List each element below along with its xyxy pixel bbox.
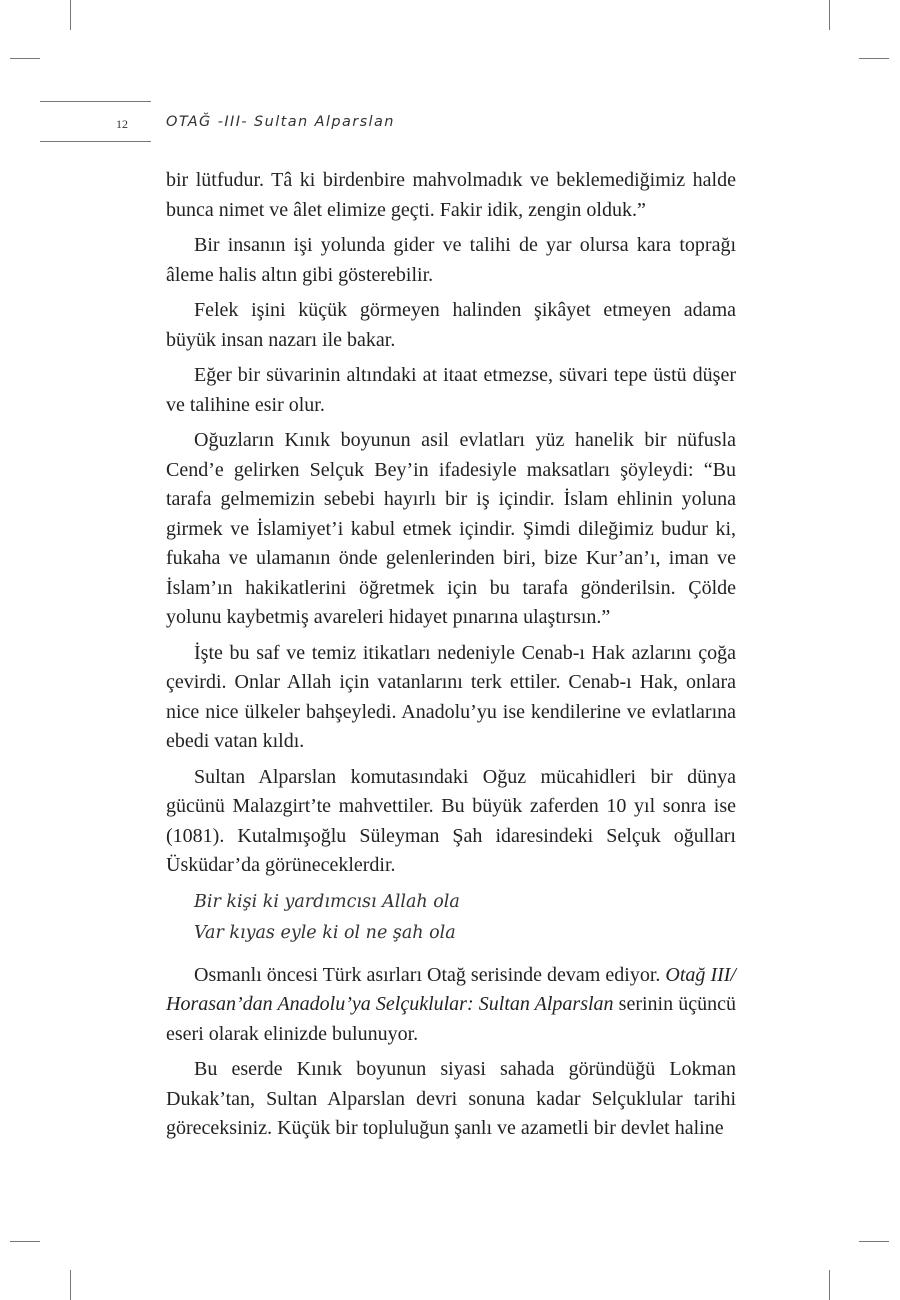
crop-mark-top-left-vertical <box>70 0 71 30</box>
paragraph-text: Osmanlı öncesi Türk asırları Otağ serisinde devam ediyor. <box>194 963 666 986</box>
crop-mark-top-left-horizontal <box>10 58 40 59</box>
poem-line: Var kıyas eyle ki ol ne şah ola <box>194 922 456 943</box>
poem-line: Bir kişi ki yardımcısı Allah ola <box>194 891 460 912</box>
header-rule-top <box>40 101 151 102</box>
paragraph: Bu eserde Kınık boyunun siyasi sahada göründüğü Lokman Dukak’tan, Sultan Alparslan devri sonuna kadar Selçuklular tarihi göreceksiniz. Küçük bir topluluğun şanlı ve azametli bir devlet haline <box>166 1058 736 1139</box>
book-title: Otağ III/ Horasan’dan Anadolu’ya Selçuklular: Sultan Alparslan <box>166 963 736 1015</box>
paragraph: Bir insanın işi yolunda gider ve talihi de yar olursa kara toprağı âleme halis altın gibi gösterebilir. <box>166 234 736 286</box>
crop-mark-bottom-left-vertical <box>70 1270 71 1300</box>
paragraph <box>166 961 736 1050</box>
crop-mark-bottom-right-vertical <box>829 1270 830 1300</box>
paragraph: Sultan Alparslan komutasındaki Oğuz mücahidleri bir dünya gücünü Malazgirt’te mahvettiler. Bu büyük zaferden 10 yıl sonra ise (1081). Kutalmışoğlu Süleyman Şah idaresindeki Selçuk oğulları Üsküdar’da görüneceklerdir. <box>166 765 736 876</box>
paragraph: bir lütfudur. Tâ ki birdenbire mahvolmadık ve beklemediğimiz halde bunca nimet ve âlet elimize geçti. Fakir idik, zengin olduk.” <box>166 169 736 221</box>
paragraph: Eğer bir süvarinin altındaki at itaat etmezse, süvari tepe üstü düşer ve talihine esir olur. <box>166 364 736 416</box>
paragraph: Felek işini küçük görmeyen halinden şikâyet etmeyen adama büyük insan nazarı ile bakar. <box>166 299 736 351</box>
paragraph-text: serinin üçüncü eseri olarak elinizde bulunuyor. <box>166 993 736 1045</box>
paragraph: İşte bu saf ve temiz itikatları nedeniyle Cenab-ı Hak azlarını çoğa çevirdi. Onlar Allah için vatanlarını terk ettiler. Cenab-ı Hak, onlara nice nice ülkeler bahşeyledi. Anadolu’yu ise kendilerine ve evlatlarına ebedi vatan kıldı. <box>166 641 736 752</box>
body-text <box>166 166 736 1150</box>
running-title: OTAĞ -III- Sultan Alparslan <box>166 114 395 130</box>
page-number: 12 <box>116 117 128 131</box>
paragraph: Oğuzların Kınık boyunun asil evlatları yüz hanelik bir nüfusla Cend’e gelirken Selçuk Bey’in ifadesiyle maksatları şöyleydi: “Bu tarafa gelmemizin sebebi hayırlı bir iş içindir. İslam ehlinin yoluna girmek ve İslamiyet’i kabul etmek içindir. Şimdi dileğimiz budur ki, fukaha ve ulamanın önde gelenlerinden biri, bize Kur’an’ı, iman ve İslam’ın hakikatlerini öğretmek için bu tarafa gönderilsin. Çölde yolunu kaybetmiş avareleri hidayet pınarına ulaştırsın.” <box>166 429 736 628</box>
crop-mark-bottom-left-horizontal <box>10 1241 40 1242</box>
poem-couplet <box>194 887 736 949</box>
header-rule-bottom <box>40 141 151 142</box>
crop-mark-top-right-horizontal <box>859 58 889 59</box>
crop-mark-top-right-vertical <box>829 0 830 30</box>
crop-mark-bottom-right-horizontal <box>859 1241 889 1242</box>
